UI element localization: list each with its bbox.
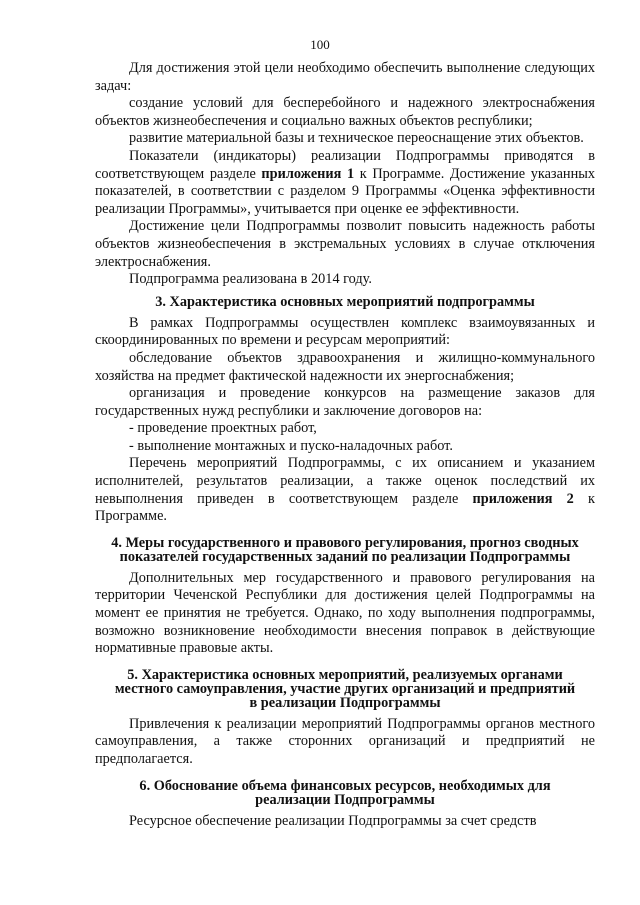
text-run: к Программе.	[95, 490, 595, 525]
heading-line: показателей государственных заданий по реализации Подпрограммы	[119, 548, 571, 565]
appendix-ref: приложения 1	[261, 165, 355, 182]
paragraph: Подпрограмма реализована в 2014 году.	[129, 271, 372, 288]
heading-line: местного самоуправления, участие других организаций и предприятий	[114, 680, 576, 697]
paragraph: обследование объектов здравоохранения и жилищно-коммунального хозяйства на предмет фактической надежности их энергоснабжения;	[95, 349, 595, 384]
heading-line: 4. Меры государственного и правового регулирования, прогноз сводных	[111, 534, 579, 551]
section-heading	[95, 536, 595, 564]
list-item: - проведение проектных работ,	[129, 420, 317, 437]
section-heading: 3. Характеристика основных мероприятий подпрограммы	[155, 293, 535, 310]
appendix-ref: приложения 2	[472, 490, 574, 507]
heading-line: в реализации Подпрограммы	[249, 694, 441, 711]
paragraph: организация и проведение конкурсов на размещение заказов для государственных нужд республики и заключение договоров на:	[95, 385, 595, 419]
text-run: к Программе. Достижение указанных показателей, в соответствии с разделом 9 Программы «Оценка эффективности реализации Программы», учитывается при оценке ее эффективности.	[95, 165, 595, 217]
section-heading	[95, 779, 595, 807]
section-heading	[95, 668, 595, 710]
paragraph: создание условий для бесперебойного и надежного электроснабжения объектов жизнеобеспечения и социально важных объектов республики;	[95, 95, 595, 129]
page-body	[95, 60, 595, 830]
paragraph: Привлечения к реализации мероприятий Подпрограммы органов местного самоуправления, а также сторонних организаций и предприятий не предполагается.	[95, 715, 595, 767]
paragraph: Ресурсное обеспечение реализации Подпрограммы за счет средств	[129, 812, 537, 829]
paragraph	[95, 148, 595, 218]
list-item: - выполнение монтажных и пуско-наладочных работ.	[129, 437, 453, 454]
heading-line: реализации Подпрограммы	[255, 791, 435, 808]
heading-line: 6. Обоснование объема финансовых ресурсов, необходимых для	[139, 777, 551, 794]
page-number: 100	[310, 37, 330, 52]
paragraph: развитие материальной базы и техническое переоснащение этих объектов.	[129, 130, 584, 147]
text-run: Показатели (индикаторы) реализации Подпрограммы приводятся в соответствующем разделе	[95, 147, 595, 182]
paragraph	[95, 455, 595, 525]
paragraph: В рамках Подпрограммы осуществлен комплекс взаимоувязанных и скоординированных по времени и ресурсам мероприятий:	[95, 314, 595, 349]
paragraph: Дополнительных мер государственного и правового регулирования на территории Чеченской Республики для достижения целей Подпрограммы на момент ее принятия не требуется. Однако, по ходу выполнения подпрограммы, возможно возникновение необходимости внесения поправок в действующие нормативные правовые акты.	[95, 569, 595, 657]
paragraph: Для достижения этой цели необходимо обеспечить выполнение следующих задач:	[95, 60, 595, 94]
heading-line: 5. Характеристика основных мероприятий, реализуемых органами	[127, 666, 563, 683]
text-run: Перечень мероприятий Подпрограммы, с их описанием и указанием исполнителей, результатов реализации, а также оценок последствий их невыполнения приведен в соответствующем разделе	[95, 455, 595, 507]
paragraph: Достижение цели Подпрограммы позволит повысить надежность работы объектов жизнеобеспечения в экстремальных условиях в случае отключения электроснабжения.	[95, 218, 595, 270]
